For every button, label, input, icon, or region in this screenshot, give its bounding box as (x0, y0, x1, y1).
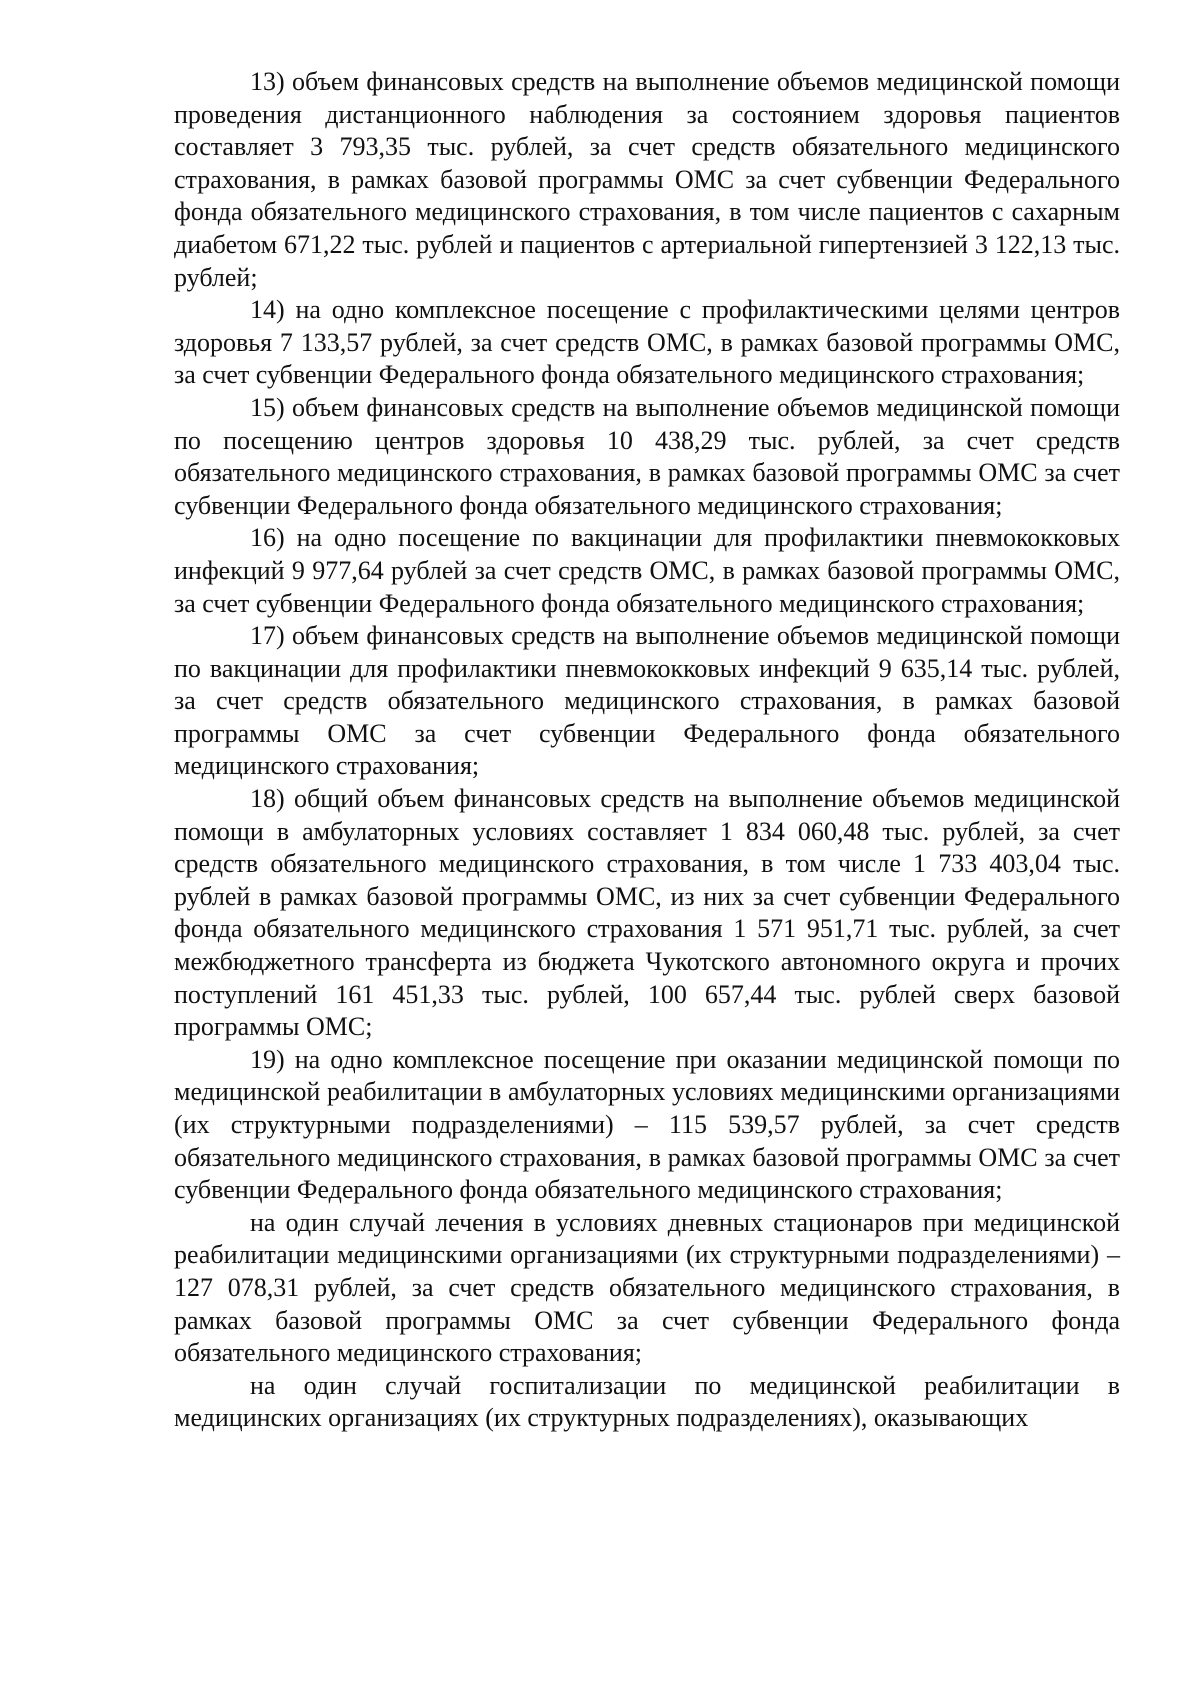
paragraph-item-19: 19) на одно комплексное посещение при оказании медицинской помощи по медицинской реабилитации в амбулаторных условиях медицинскими организациями (их структурными подразделениями) – 115 539,57 рублей, за счет средств обязательного медицинского страхования, в рамках базовой программы ОМС за счет субвенции Федерального фонда обязательного медицинского страхования; (174, 1044, 1120, 1205)
paragraph-item-17: 17) объем финансовых средств на выполнение объемов медицинской помощи по вакцинации для профилактики пневмококковых инфекций 9 635,14 тыс. рублей, за счет средств обязательного медицинского страхования, в рамках базовой программы ОМС за счет субвенции Федерального фонда обязательного медицинского страхования; (174, 621, 1120, 781)
paragraph-item-15: 15) объем финансовых средств на выполнение объемов медицинской помощи по посещению центров здоровья 10 438,29 тыс. рублей, за счет средств обязательного медицинского страхования, в рамках базовой программы ОМС за счет субвенции Федерального фонда обязательного медицинского страхования; (174, 392, 1120, 520)
document-body (174, 66, 1120, 1435)
paragraph-item-16: 16) на одно посещение по вакцинации для профилактики пневмококковых инфекций 9 977,64 рублей за счет средств ОМС, в рамках базовой программы ОМС, за счет субвенции Федерального фонда обязательного медицинского страхования; (174, 523, 1120, 618)
paragraph-day-hospital-rehab: на один случай лечения в условиях дневных стационаров при медицинской реабилитации медицинскими организациями (их структурными подразделениями) – 127 078,31 рублей, за счет средств обязательного медицинского страхования, в рамках базовой программы ОМС за счет субвенции Федерального фонда обязательного медицинского страхования; (174, 1207, 1120, 1368)
paragraph-item-13: 13) объем финансовых средств на выполнение объемов медицинской помощи проведения дистанционного наблюдения за состоянием здоровья пациентов составляет 3 793,35 тыс. рублей, за счет средств обязательного медицинского страхования, в рамках базовой программы ОМС за счет субвенции Федерального фонда обязательного медицинского страхования, в том числе пациентов с сахарным диабетом 671,22 тыс. рублей и пациентов с артериальной гипертензией 3 122,13 тыс. рублей; (174, 67, 1120, 292)
paragraph-hospitalization-rehab: на один случай госпитализации по медицинской реабилитации в медицинских организациях (их структурных подразделениях), оказывающих (174, 1370, 1120, 1433)
paragraph-item-18: 18) общий объем финансовых средств на выполнение объемов медицинской помощи в амбулаторных условиях составляет 1 834 060,48 тыс. рублей, за счет средств обязательного медицинского страхования, в том числе 1 733 403,04 тыс. рублей в рамках базовой программы ОМС, из них за счет субвенции Федерального фонда обязательного медицинского страхования 1 571 951,71 тыс. рублей, за счет межбюджетного трансферта из бюджета Чукотского автономного округа и прочих поступлений 161 451,33 тыс. рублей, 100 657,44 тыс. рублей сверх базовой программы ОМС; (174, 784, 1120, 1042)
paragraph-item-14: 14) на одно комплексное посещение с профилактическими целями центров здоровья 7 133,57 рублей, за счет средств ОМС, в рамках базовой программы ОМС, за счет субвенции Федерального фонда обязательного медицинского страхования; (174, 295, 1120, 390)
